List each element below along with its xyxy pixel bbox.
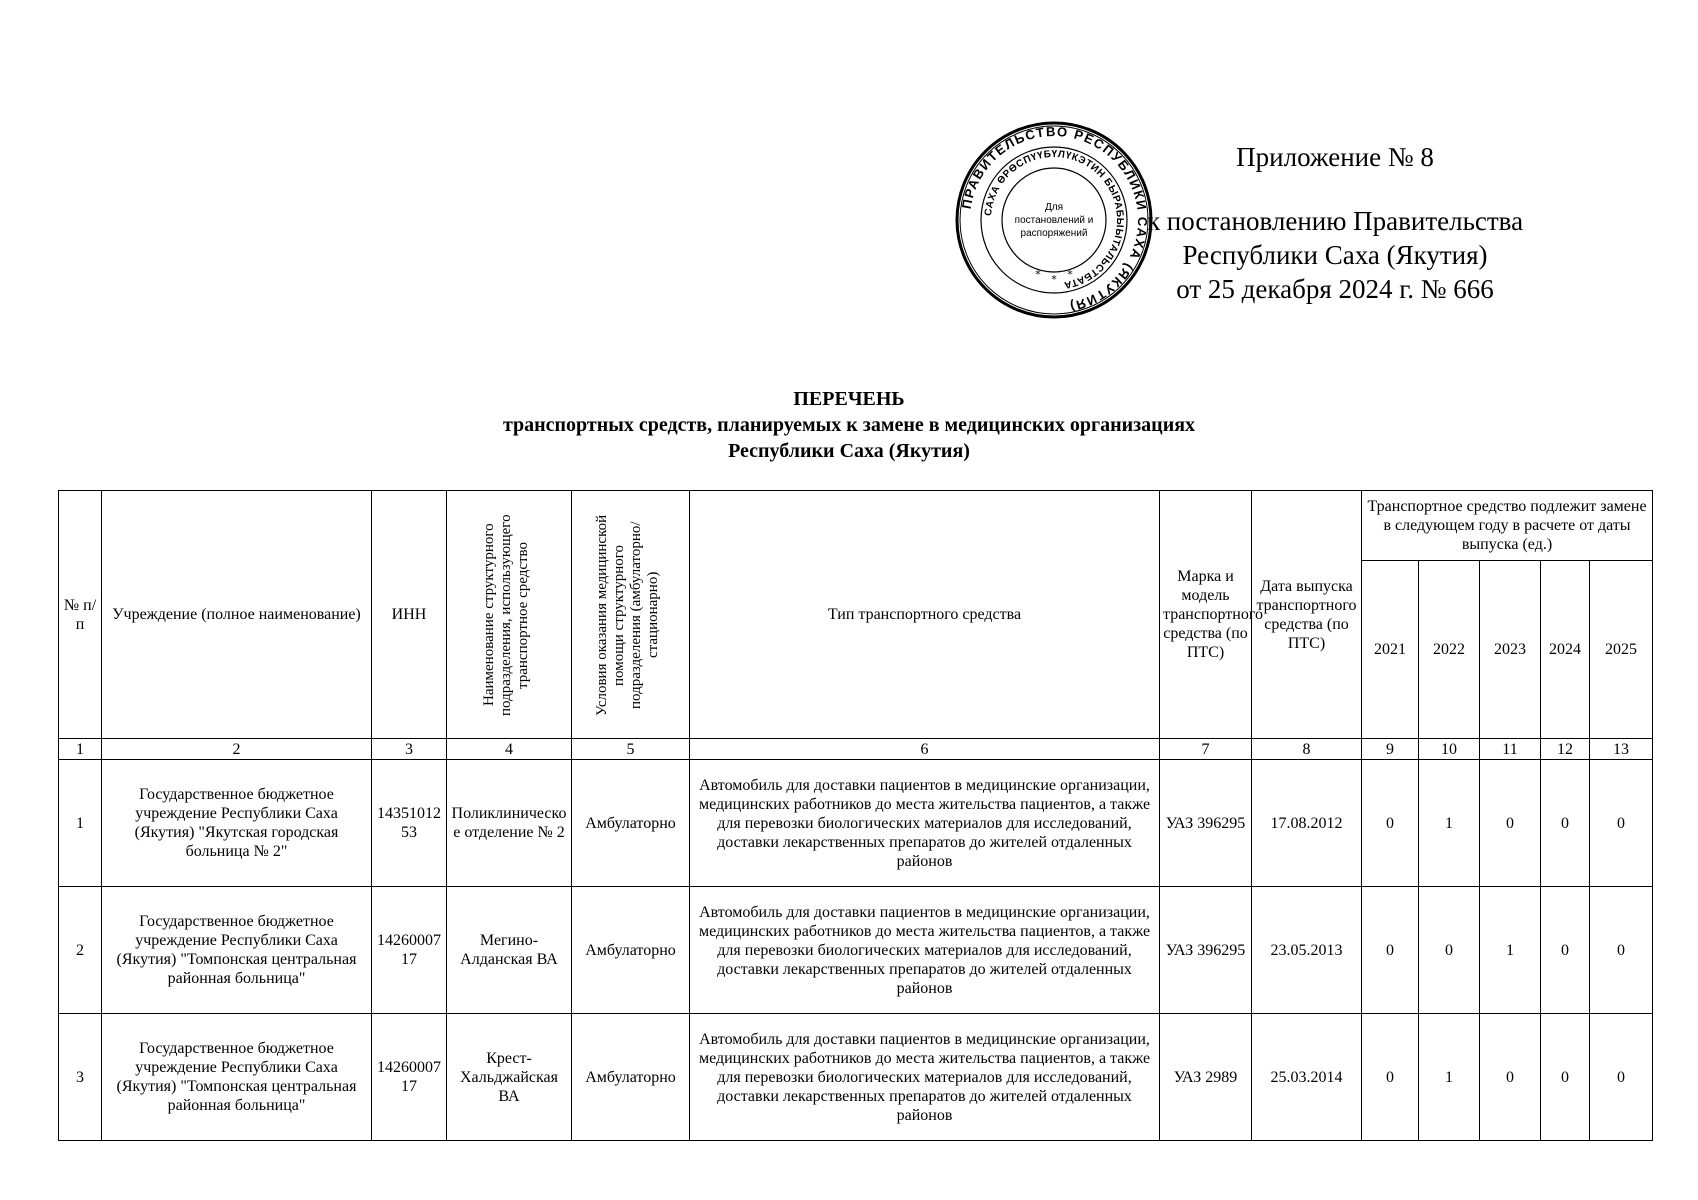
cell-year-2022: 1 [1419, 760, 1480, 887]
cell-type: Автомобиль для доставки пациентов в медицинские организации, медицинских работников до места жительства пациентов, а также для перевозки биологических материалов для исследований, доставки лекарственных препаратов до жителей отдаленных районов [690, 760, 1160, 887]
document-title-line-3: Республики Саха (Якутия) [728, 440, 970, 462]
cell-release-date: 25.03.2014 [1252, 1014, 1362, 1141]
cell-year-2025: 0 [1590, 760, 1653, 887]
cell-model: УАЗ 2989 [1160, 1014, 1252, 1141]
cell-unit: Поликлиническое отделение № 2 [447, 760, 572, 887]
header-year-2025: 2025 [1590, 561, 1653, 739]
appendix-title: Приложение № 8 [1236, 142, 1434, 172]
cell-year-2025: 0 [1590, 1014, 1653, 1141]
svg-text:*: * [1067, 268, 1073, 281]
stamp-center-line1: Для [1044, 202, 1064, 213]
cell-unit: Мегино-Алданская ВА [447, 887, 572, 1014]
column-number: 8 [1252, 739, 1362, 760]
column-number: 3 [372, 739, 447, 760]
cell-year-2023: 0 [1480, 760, 1541, 887]
column-number: 4 [447, 739, 572, 760]
cell-year-2024: 0 [1541, 760, 1590, 887]
header-inn: ИНН [372, 491, 447, 739]
official-stamp [954, 120, 1154, 320]
vehicle-table [58, 490, 1653, 1141]
cell-year-2022: 0 [1419, 887, 1480, 1014]
header-conditions-text: Условия оказания медицинской помощи структурного подразделения (амбулаторно/стационарно) [593, 513, 661, 716]
cell-year-2021: 0 [1362, 760, 1419, 887]
cell-inn: 1435101253 [372, 760, 447, 887]
column-numbers-row [59, 739, 1653, 760]
document-title-line-2: транспортных средств, планируемых к замене в медицинских организациях [502, 414, 1196, 436]
column-number: 1 [59, 739, 102, 760]
cell-year-2022: 1 [1419, 1014, 1480, 1141]
cell-year-2025: 0 [1590, 887, 1653, 1014]
cell-model: УАЗ 396295 [1160, 887, 1252, 1014]
svg-text:*: * [1035, 268, 1041, 281]
cell-conditions: Амбулаторно [572, 1014, 690, 1141]
column-number: 5 [572, 739, 690, 760]
appendix-block [1135, 140, 1535, 306]
header-replacement-group: Транспортное средство подлежит замене в следующем году в расчете от даты выпуска (ед.) [1362, 491, 1653, 561]
header-type: Тип транспортного средства [690, 491, 1160, 739]
column-number: 10 [1419, 739, 1480, 760]
header-num: № п/п [59, 491, 102, 739]
column-number: 6 [690, 739, 1160, 760]
svg-text:*: * [1051, 273, 1057, 286]
cell-release-date: 23.05.2013 [1252, 887, 1362, 1014]
header-conditions [572, 491, 690, 739]
document-title [60, 386, 1638, 464]
cell-num: 1 [59, 760, 102, 887]
table-row [59, 760, 1653, 887]
cell-year-2021: 0 [1362, 1014, 1419, 1141]
table-row [59, 1014, 1653, 1141]
cell-year-2024: 0 [1541, 887, 1590, 1014]
cell-release-date: 17.08.2012 [1252, 760, 1362, 887]
cell-year-2021: 0 [1362, 887, 1419, 1014]
cell-year-2023: 0 [1480, 1014, 1541, 1141]
cell-conditions: Амбулаторно [572, 887, 690, 1014]
cell-inn: 1426000717 [372, 887, 447, 1014]
cell-num: 2 [59, 887, 102, 1014]
header-release-date: Дата выпуска транспортного средства (по ПТС) [1252, 491, 1362, 739]
header-institution: Учреждение (полное наименование) [102, 491, 372, 739]
cell-conditions: Амбулаторно [572, 760, 690, 887]
header-year-2024: 2024 [1541, 561, 1590, 739]
cell-year-2024: 0 [1541, 1014, 1590, 1141]
cell-type: Автомобиль для доставки пациентов в медицинские организации, медицинских работников до места жительства пациентов, а также для перевозки биологических материалов для исследований, доставки лекарственных препаратов до жителей отдаленных районов [690, 1014, 1160, 1141]
column-number: 12 [1541, 739, 1590, 760]
cell-institution: Государственное бюджетное учреждение Республики Саха (Якутия) "Якутская городская больница № 2" [102, 760, 372, 887]
cell-num: 3 [59, 1014, 102, 1141]
cell-model: УАЗ 396295 [1160, 760, 1252, 887]
column-number: 9 [1362, 739, 1419, 760]
cell-unit: Крест-Хальджайская ВА [447, 1014, 572, 1141]
column-number: 7 [1160, 739, 1252, 760]
header-year-2021: 2021 [1362, 561, 1419, 739]
cell-institution: Государственное бюджетное учреждение Республики Саха (Якутия) "Томпонская центральная районная больница" [102, 1014, 372, 1141]
table-row [59, 887, 1653, 1014]
stamp-center-line2: постановлений и [1014, 215, 1094, 226]
header-year-2023: 2023 [1480, 561, 1541, 739]
column-number: 13 [1590, 739, 1653, 760]
column-number: 11 [1480, 739, 1541, 760]
header-year-2022: 2022 [1419, 561, 1480, 739]
header-model: Марка и модель транспортного средства (по ПТС) [1160, 491, 1252, 739]
appendix-line-3: от 25 декабря 2024 г. № 666 [1176, 274, 1494, 304]
appendix-line-1: к постановлению Правительства [1146, 206, 1524, 236]
cell-inn: 1426000717 [372, 1014, 447, 1141]
document-title-line-1: ПЕРЕЧЕНЬ [793, 388, 905, 410]
stamp-inner-text: САХА ӨРӨСПҮҮБҮЛҮКЭТИН БЫРАБЫЫТАЛЬСТБАТА [983, 148, 1126, 291]
stamp-center-line3: распоряжений [1020, 228, 1088, 239]
column-number: 2 [102, 739, 372, 760]
header-unit-text: Наименование структурного подразделения, использующего транспортное средство [481, 513, 531, 716]
cell-institution: Государственное бюджетное учреждение Республики Саха (Якутия) "Томпонская центральная районная больница" [102, 887, 372, 1014]
cell-type: Автомобиль для доставки пациентов в медицинские организации, медицинских работников до места жительства пациентов, а также для перевозки биологических материалов для исследований, доставки лекарственных препаратов до жителей отдаленных районов [690, 887, 1160, 1014]
header-unit [447, 491, 572, 739]
appendix-line-2: Республики Саха (Якутия) [1182, 240, 1488, 270]
cell-year-2023: 1 [1480, 887, 1541, 1014]
stamp-outer-text: ПРАВИТЕЛЬСТВО РЕСПУБЛИКИ САХА (ЯКУТИЯ) [958, 123, 1151, 315]
